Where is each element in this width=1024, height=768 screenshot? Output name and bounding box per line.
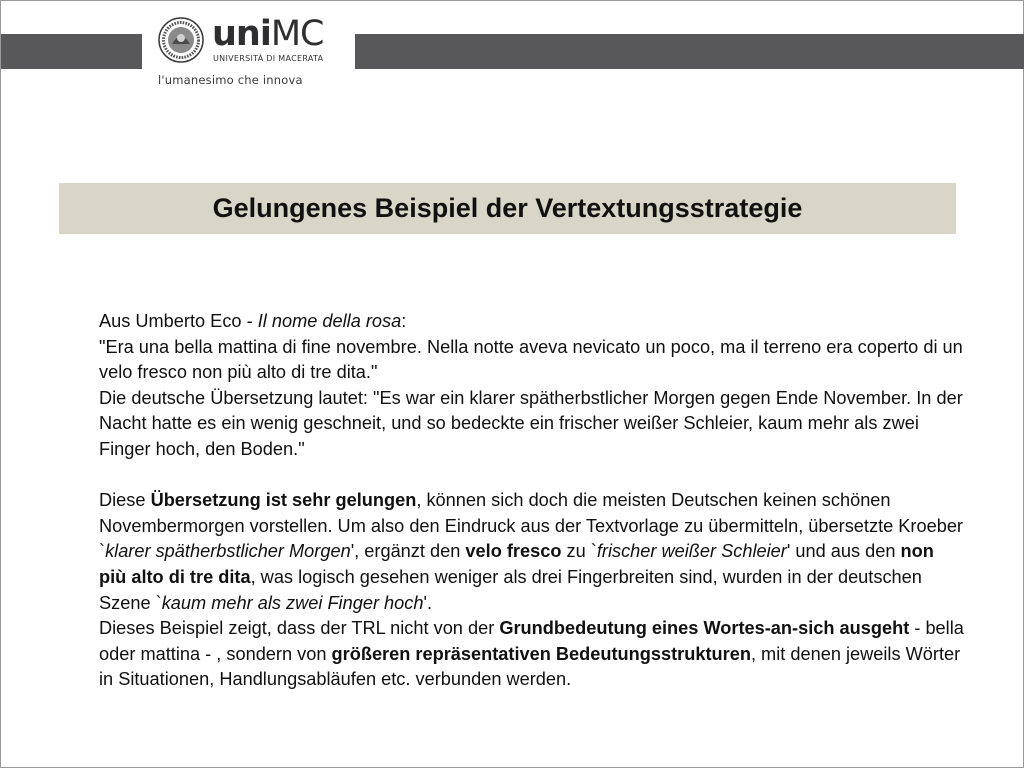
conclusion-text-1: Dieses Beispiel zeigt, dass der TRL nicht von der bbox=[99, 618, 500, 639]
analysis-text-7: '. bbox=[423, 592, 433, 613]
conclusion-text-3: , mit denen jeweils Wörter in Situationen, Handlungsabläufen etc. verbunden werden. bbox=[99, 643, 961, 690]
analysis-text-4: zu ` bbox=[561, 541, 597, 562]
logo-wordmark-thin: MC bbox=[270, 14, 324, 54]
university-logo bbox=[150, 11, 348, 91]
paragraph-intro bbox=[99, 309, 965, 335]
logo-tagline: l'umanesimo che innova bbox=[158, 73, 303, 87]
conclusion-bold-1: Grundbedeutung eines Wortes-an-sich ausgeht bbox=[499, 618, 910, 639]
italian-quote: "Era una bella mattina di fine novembre. Nella notte aveva nevicato un poco, ma il terreno era coperto di un velo fresco non più alto di tre dita." bbox=[99, 336, 963, 383]
analysis-text-6: , was logisch gesehen weniger als drei Fingerbreiten sind, wurden in der deutschen Szene ` bbox=[99, 566, 922, 613]
logo-wordmark-bold: uni bbox=[212, 14, 271, 54]
title-bar bbox=[59, 183, 956, 234]
analysis-italic-1: klarer spätherbstlicher Morgen bbox=[105, 541, 351, 562]
header-band-right bbox=[355, 34, 1024, 69]
slide-body bbox=[99, 309, 965, 693]
intro-colon: : bbox=[401, 311, 407, 331]
intro-text: Aus Umberto Eco - bbox=[99, 311, 258, 331]
analysis-italic-2: frischer weißer Schleier bbox=[596, 541, 787, 562]
paragraph-analysis bbox=[99, 488, 965, 616]
analysis-italic-3: kaum mehr als zwei Finger hoch bbox=[161, 592, 424, 613]
logo-subtitle: UNIVERSITÀ DI MACERATA bbox=[213, 54, 324, 63]
conclusion-text-2: - bella oder mattina - , sondern von bbox=[99, 618, 964, 664]
university-seal-icon bbox=[158, 17, 204, 63]
analysis-text-2: , können sich doch die meisten Deutschen keinen schönen Novembermorgen vorstellen. Um also den Eindruck aus der Textvorlage zu übermitteln, übersetzte Kroeber ` bbox=[99, 490, 963, 562]
paragraph-conclusion bbox=[99, 616, 965, 693]
header-band-left bbox=[1, 34, 142, 69]
analysis-bold-1: Übersetzung ist sehr gelungen bbox=[150, 490, 417, 511]
analysis-text-1: Diese bbox=[99, 490, 151, 511]
analysis-text-3: ', ergänzt den bbox=[350, 541, 466, 562]
analysis-bold-2: velo fresco bbox=[465, 541, 562, 562]
conclusion-bold-2: größeren repräsentativen Bedeutungsstrukturen bbox=[331, 643, 751, 664]
slide-title: Gelungenes Beispiel der Vertextungsstrategie bbox=[212, 193, 803, 223]
book-title: Il nome della rosa bbox=[257, 311, 402, 331]
german-translation: Die deutsche Übersetzung lautet: "Es war ein klarer spätherbstlicher Morgen gegen Ende November. In der Nacht hatte es ein wenig geschneit, und so bedeckte ein frischer weißer Schleier, kaum mehr als zwei Finger hoch, den Boden." bbox=[99, 387, 963, 459]
paragraph-gap bbox=[99, 463, 965, 489]
analysis-bold-3: non più alto di tre dita bbox=[99, 541, 934, 587]
logo-wordmark bbox=[212, 15, 323, 53]
analysis-text-5: ' und aus den bbox=[786, 541, 901, 562]
